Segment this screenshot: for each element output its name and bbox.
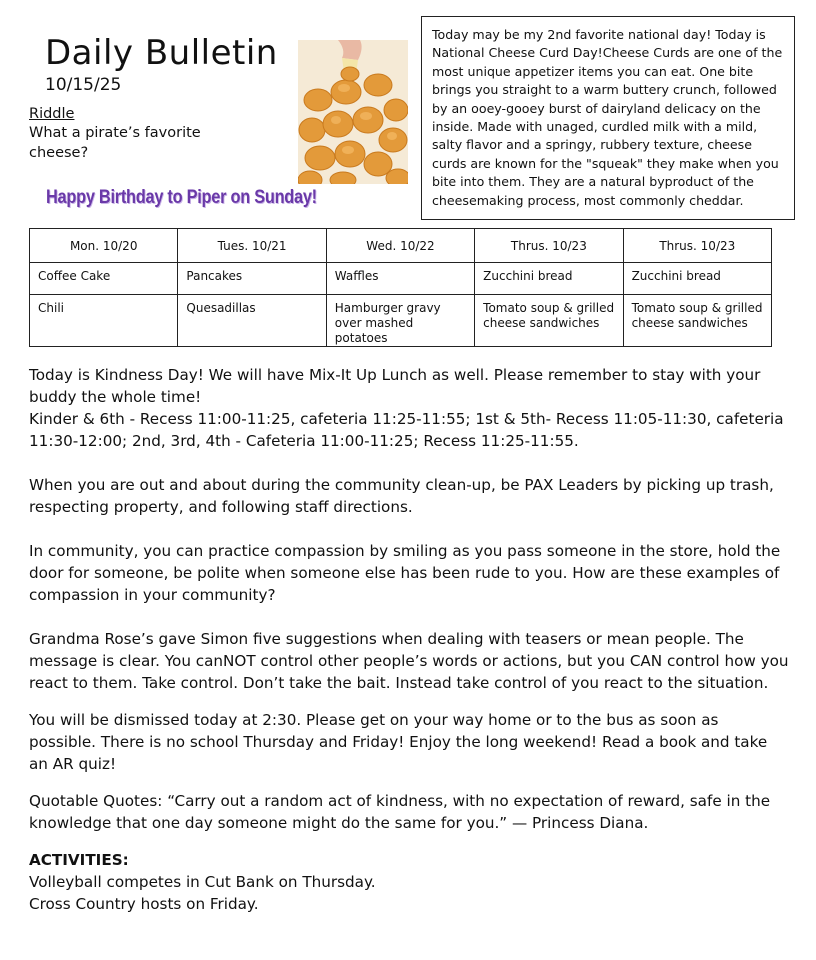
menu-cell: Tomato soup & grilled cheese sandwiches <box>623 295 771 347</box>
recess-schedule: Kinder & 6th - Recess 11:00-11:25, cafeteria 11:25-11:55; 1st & 5th- Recess 11:05-11:30, cafeteria 11:30-12:00; 2nd, 3rd, 4th - Cafeteria 11:00-11:25; Recess 11:25-11:55. <box>29 410 784 450</box>
menu-day: Thrus. 10/23 <box>475 229 623 263</box>
cheese-curds-photo <box>298 40 408 184</box>
menu-cell: Zucchini bread <box>623 263 771 295</box>
menu-day: Thrus. 10/23 <box>623 229 771 263</box>
menu-breakfast-row <box>30 263 772 295</box>
birthday-banner: Happy Birthday to Piper on Sunday! <box>46 187 317 208</box>
announcements <box>29 364 789 915</box>
bulletin-title: Daily Bulletin <box>45 33 278 73</box>
menu-header-row <box>30 229 772 263</box>
menu-cell: Tomato soup & grilled cheese sandwiches <box>475 295 623 347</box>
quote-of-the-day: Quotable Quotes: “Carry out a random act of kindness, with no expectation of reward, safe in the knowledge that one day someone might do the same for you.” — Princess Diana. <box>29 792 771 832</box>
national-day-box: Today may be my 2nd favorite national day! Today is National Cheese Curd Day!Cheese Curds are one of the most unique appetizer items you can eat. One bite brings you straight to a warm buttery crunch, followed by an ooey-gooey burst of dairyland delicacy on the inside. Made with unaged, curdled milk with a mild, salty flavor and a springy, rubbery texture, cheese curds are known for the "squeak" they make when you bite into them. They are a natural byproduct of the cheesemaking process, most commonly cheddar. <box>421 16 795 220</box>
menu-cell: Chili <box>30 295 178 347</box>
riddle-question: What a pirate’s favorite cheese? <box>29 125 201 161</box>
menu-cell: Hamburger gravy over mashed potatoes <box>326 295 474 347</box>
activities-heading: ACTIVITIES: <box>29 851 129 869</box>
activity-item: Volleyball competes in Cut Bank on Thursday. <box>29 873 376 891</box>
riddle-label: Riddle <box>29 106 75 122</box>
menu-cell: Coffee Cake <box>30 263 178 295</box>
menu-table <box>29 228 772 347</box>
menu-day: Mon. 10/20 <box>30 229 178 263</box>
menu-cell: Pancakes <box>178 263 326 295</box>
menu-cell: Quesadillas <box>178 295 326 347</box>
dismissal-announcement: You will be dismissed today at 2:30. Please get on your way home or to the bus as soon as possible. There is no school Thursday and Friday! Enjoy the long weekend! Read a book and take an AR quiz! <box>29 711 768 773</box>
menu-cell: Zucchini bread <box>475 263 623 295</box>
bulletin-date: 10/15/25 <box>45 75 122 95</box>
compassion-announcement: In community, you can practice compassion by smiling as you pass someone in the store, hold the door for someone, be polite when someone else has been rude to you. How are these examples of compassion in your community? <box>29 542 781 604</box>
cleanup-announcement: When you are out and about during the community clean-up, be PAX Leaders by picking up trash, respecting property, and following staff directions. <box>29 476 774 516</box>
menu-cell: Waffles <box>326 263 474 295</box>
activity-item: Cross Country hosts on Friday. <box>29 895 259 913</box>
menu-day: Tues. 10/21 <box>178 229 326 263</box>
menu-lunch-row <box>30 295 772 347</box>
menu-day: Wed. 10/22 <box>326 229 474 263</box>
grandma-rose-announcement: Grandma Rose’s gave Simon five suggestions when dealing with teasers or mean people. The message is clear. You canNOT control other people’s words or actions, but you CAN control how you react to them. Take control. Don’t take the bait. Instead take control of you react to the situation. <box>29 630 789 692</box>
kindness-announcement: Today is Kindness Day! We will have Mix-It Up Lunch as well. Please remember to stay with your buddy the whole time! <box>29 366 761 406</box>
